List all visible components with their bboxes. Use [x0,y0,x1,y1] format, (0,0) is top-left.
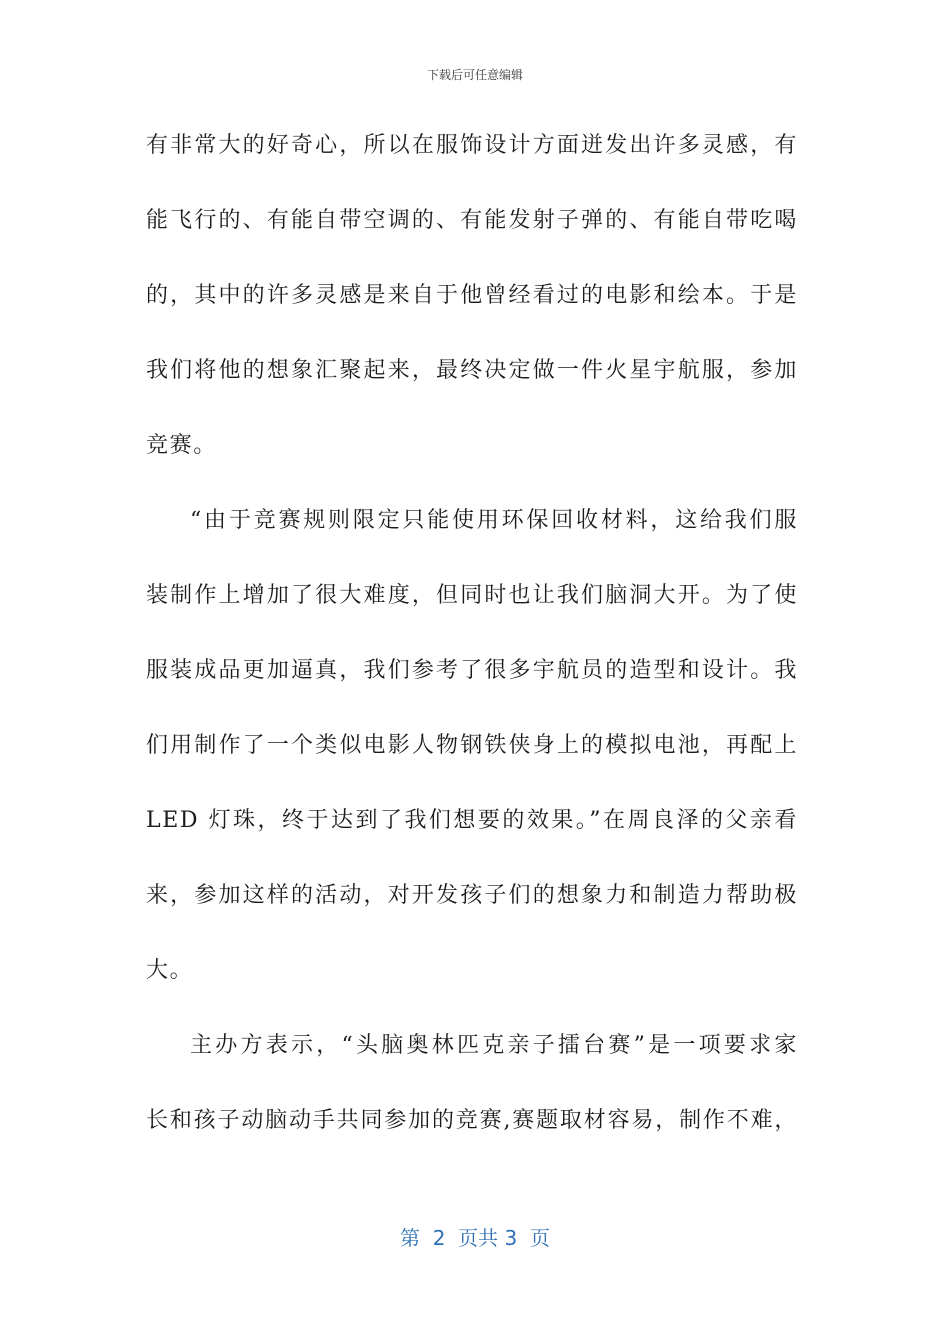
text-line: 们用制作了一个类似电影人物钢铁侠身上的模拟电池，再配上 [146,733,798,758]
paragraph-start-line: “由于竞赛规则限定只能使用环保回收材料，这给我们服 [190,508,798,533]
paragraph-start-line: 主办方表示，“头脑奥林匹克亲子擂台赛”是一项要求家 [190,1033,798,1058]
text-line: 能飞行的、有能自带空调的、有能发射子弹的、有能自带吃喝 [146,208,798,233]
page-number-footer: 第 2 页共 3 页 [400,1226,550,1250]
text-line: 服装成品更加逼真，我们参考了很多宇航员的造型和设计。我 [146,658,798,683]
text-line: 来，参加这样的活动，对开发孩子们的想象力和制造力帮助极 [146,883,798,908]
text-line: 有非常大的好奇心，所以在服饰设计方面迸发出许多灵感，有 [146,133,798,158]
text-line: 长和孩子动脑动手共同参加的竞赛,赛题取材容易，制作不难， [146,1108,798,1133]
text-line: 我们将他的想象汇聚起来，最终决定做一件火星宇航服，参加 [146,358,798,383]
text-line: LED 灯珠，终于达到了我们想要的效果。”在周良泽的父亲看 [146,808,798,833]
text-line: 竞赛。 [146,433,217,458]
text-line: 的，其中的许多灵感是来自于他曾经看过的电影和绘本。于是 [146,283,798,308]
document-body [146,113,798,1163]
page-header-note: 下载后可任意编辑 [426,68,523,82]
text-line: 大。 [146,958,194,983]
text-line: 装制作上增加了很大难度，但同时也让我们脑洞大开。为了使 [146,583,798,608]
